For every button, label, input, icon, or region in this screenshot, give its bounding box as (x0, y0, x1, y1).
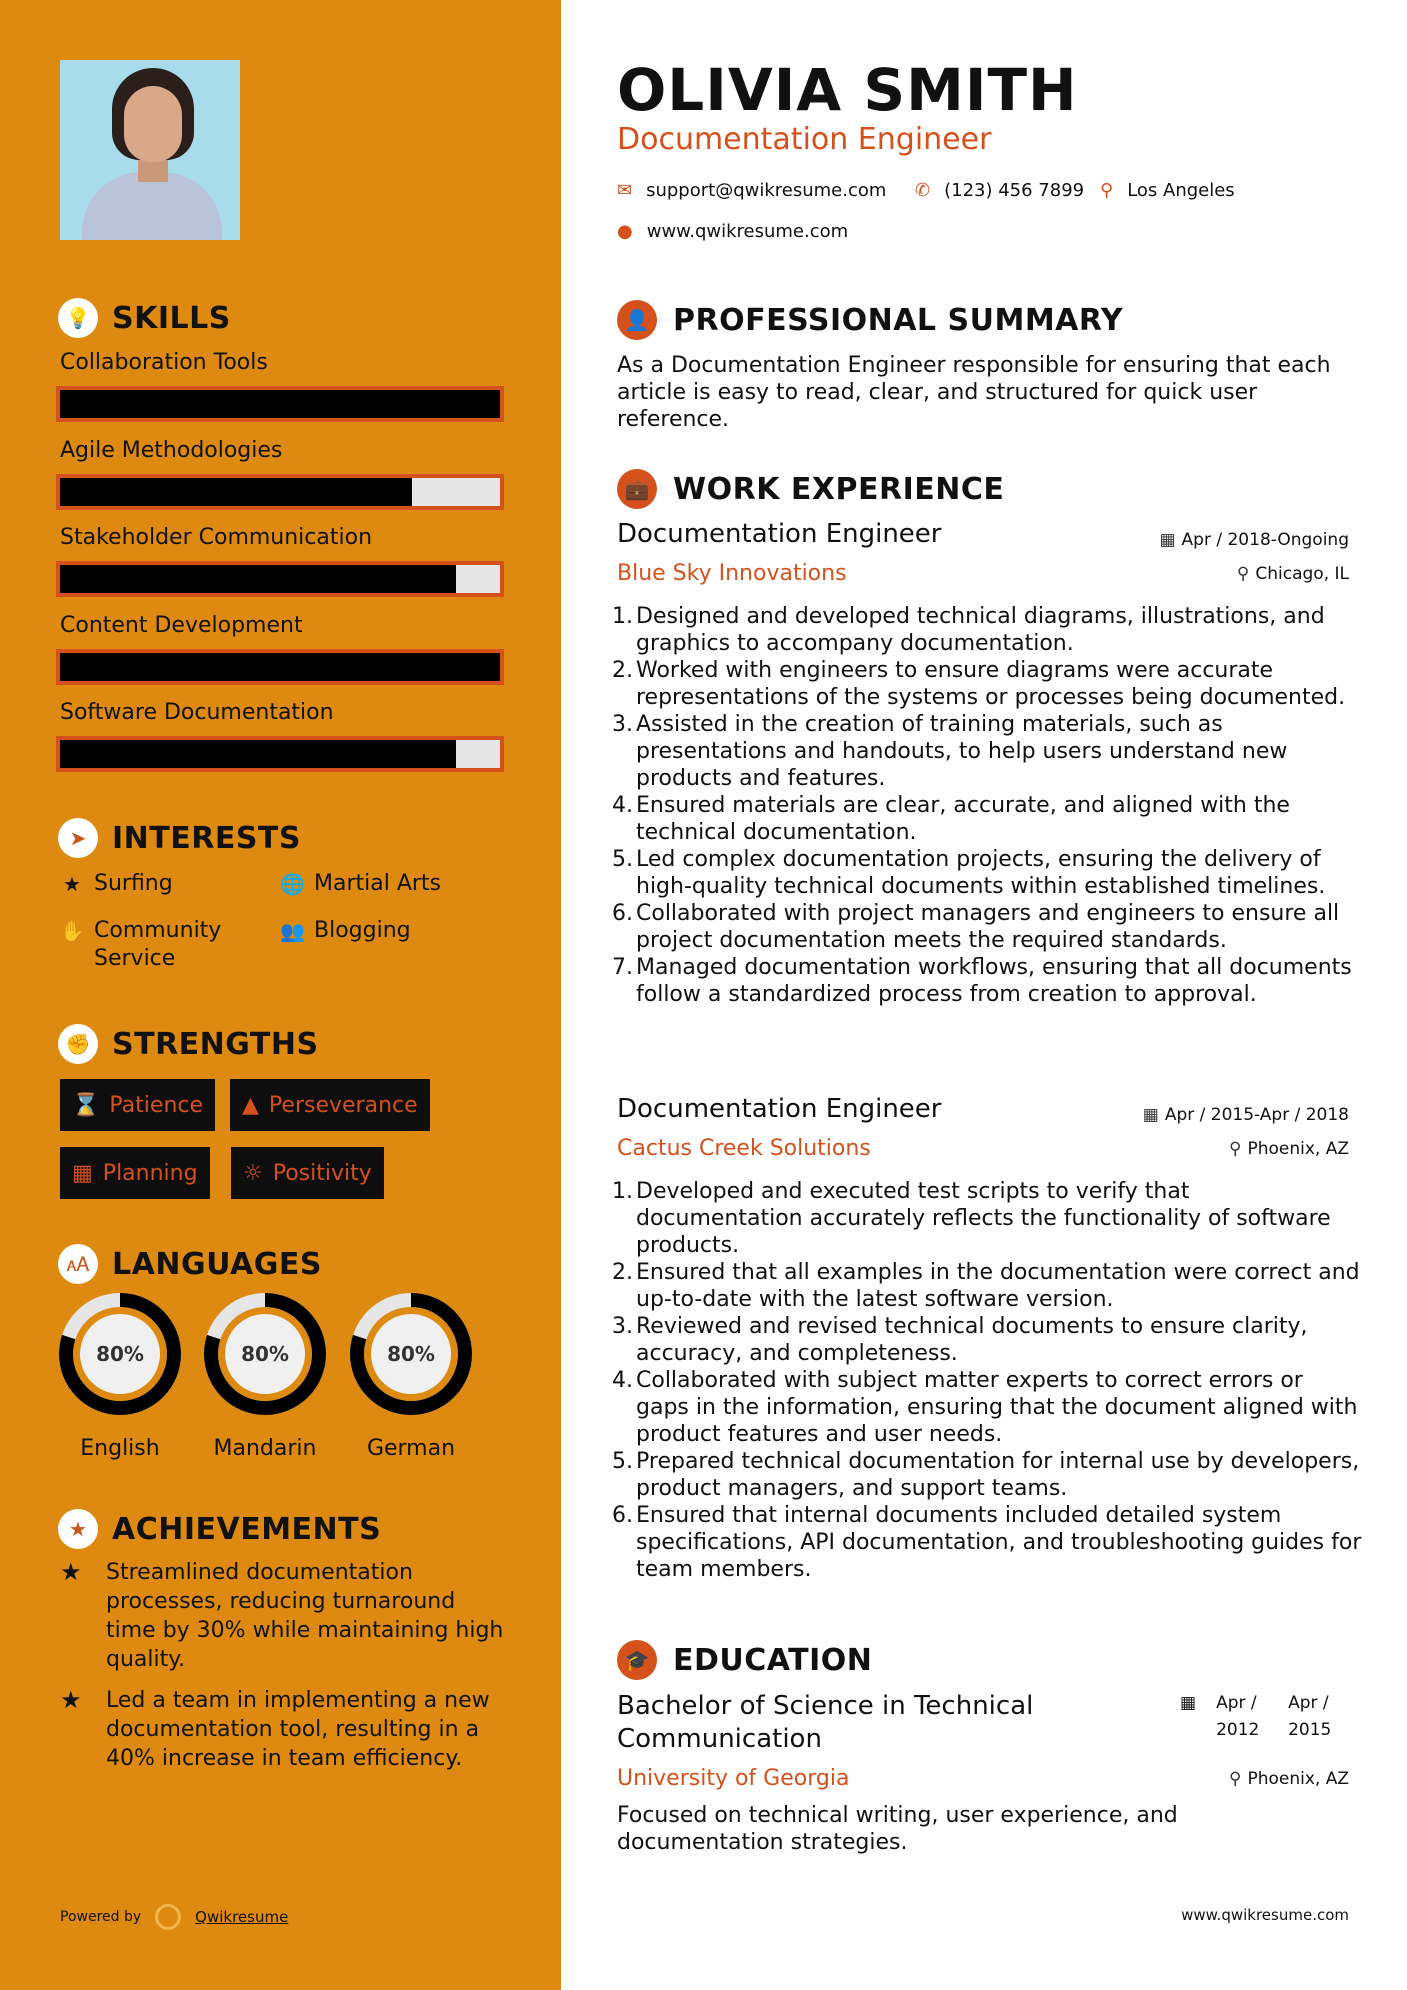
job-location: ⚲ Chicago, IL (1236, 564, 1349, 584)
shooting-star-icon: ★ (58, 1509, 98, 1549)
job-title: Documentation Engineer (617, 519, 942, 549)
users-icon: 👥 (280, 919, 305, 943)
contact-phone[interactable]: ✆ (123) 456 7899 (915, 180, 1085, 201)
education-location: ⚲ Phoenix, AZ (1229, 1769, 1349, 1789)
envelope-icon: ✉ (617, 180, 633, 201)
job-dates: ▦ Apr / 2018-Ongoing (1159, 530, 1349, 550)
skill-bar (56, 386, 504, 422)
job-company: Cactus Creek Solutions (617, 1136, 871, 1161)
skill-label: Stakeholder Communication (60, 525, 373, 550)
hand-icon: ✋ (60, 919, 85, 943)
languages-title: LANGUAGES (112, 1246, 322, 1282)
job-location: ⚲ Phoenix, AZ (1229, 1139, 1349, 1159)
candidate-role: Documentation Engineer (617, 122, 992, 157)
list-item: 1. Designed and developed technical diagrams, illustrations, and graphics to accompany documentation. (612, 604, 1325, 656)
strength-badge: ☼ Positivity (231, 1147, 384, 1199)
globe-icon: 🌐 (280, 872, 305, 896)
education-header: 🎓 EDUCATION (617, 1640, 872, 1680)
language-item (58, 1292, 182, 1461)
qwikresume-link[interactable]: Qwikresume (195, 1908, 289, 1926)
map-pin-icon: ⚲ (1100, 180, 1114, 201)
calendar-icon: ▦ (72, 1160, 93, 1186)
language-name: English (80, 1436, 160, 1461)
skill-bar (56, 474, 504, 510)
summary-header: 👤 PROFESSIONAL SUMMARY (617, 300, 1123, 340)
experience-header: 💼 WORK EXPERIENCE (617, 469, 1004, 509)
candidate-name: OLIVIA SMITH (617, 56, 1078, 124)
degree-title: Bachelor of Science in Technical Communication (617, 1691, 1034, 1754)
phone-icon: ✆ (915, 180, 931, 201)
list-item: 2. Worked with engineers to ensure diagrams were accurate representations of the systems or processes being documented. (612, 658, 1346, 710)
calendar-icon: ▦ (1142, 1105, 1159, 1125)
list-item: 2. Ensured that all examples in the documentation were correct and up-to-date with the latest software version. (612, 1260, 1360, 1312)
strength-badge: ⌛ Patience (60, 1079, 215, 1131)
road-icon: ▲ (242, 1092, 259, 1118)
job-company: Blue Sky Innovations (617, 561, 847, 586)
lightbulb-icon: 💡 (58, 298, 98, 338)
list-item: 3. Reviewed and revised technical documents to ensure clarity, accuracy, and completeness. (612, 1314, 1308, 1366)
skill-bar (56, 736, 504, 772)
list-item: 1. Developed and executed test scripts to verify that documentation accurately reflects the functionality of software products. (612, 1179, 1331, 1258)
contact-email[interactable]: ✉ support@qwikresume.com (617, 180, 887, 201)
summary-text: As a Documentation Engineer responsible for ensuring that each article is easy to read, clear, and structured for quick user reference. (617, 353, 1331, 432)
interest-item: ★ Surfing (60, 870, 173, 898)
skill-label: Agile Methodologies (60, 438, 283, 463)
achievements-title: ACHIEVEMENTS (112, 1511, 382, 1547)
list-item: 5. Led complex documentation projects, ensuring the delivery of high-quality technical documents within established timelines. (612, 847, 1326, 899)
strength-badge: ▲ Perseverance (230, 1079, 430, 1131)
sidebar (0, 0, 561, 1990)
achievement-item: ★ Streamlined documentation processes, reducing turnaround time by 30% while maintaining high quality. (60, 1558, 504, 1672)
achievement-item: ★ Led a team in implementing a new documentation tool, resulting in a 40% increase in team efficiency. (60, 1686, 490, 1771)
contact-location: ⚲ Los Angeles (1100, 180, 1235, 201)
interest-item: 👥 Blogging (280, 918, 411, 943)
footer-url[interactable]: www.qwikresume.com (1181, 1906, 1349, 1924)
calendar-icon: ▦ (1159, 530, 1176, 550)
globe-icon: ● (617, 221, 633, 242)
list-item: 7. Managed documentation workflows, ensuring that all documents follow a standardized process from creation to approval. (612, 955, 1352, 1007)
education-description: Focused on technical writing, user experience, and documentation strategies. (617, 1803, 1178, 1855)
language-icon: 🗚 (58, 1244, 98, 1284)
language-name: Mandarin (213, 1436, 317, 1461)
skill-bar (56, 649, 504, 685)
language-item (203, 1292, 327, 1461)
contact-website[interactable]: ● www.qwikresume.com (617, 221, 849, 242)
list-item: 6. Ensured that internal documents included detailed system specifications, API documentation, and troubleshooting guides for team members. (612, 1503, 1362, 1582)
skill-bar (56, 561, 504, 597)
calendar-icon: ▦ (1180, 1693, 1197, 1713)
skill-label: Software Documentation (60, 700, 334, 725)
language-name: German (366, 1436, 456, 1461)
education-dates: ▦ Apr / 2012 Apr / 2015 (1180, 1690, 1340, 1744)
language-percent: 80% (387, 1342, 435, 1366)
language-percent: 80% (241, 1342, 289, 1366)
sun-icon: ☼ (243, 1160, 263, 1186)
pin-icon: ⚲ (1236, 564, 1250, 584)
interest-item: 🌐 Martial Arts (280, 871, 442, 896)
list-item: 4. Collaborated with subject matter experts to correct errors or gaps in the information, ensuring that the document aligned with product features and user needs. (612, 1368, 1358, 1447)
star-icon: ★ (63, 872, 81, 896)
job-duties (612, 1178, 1362, 1583)
job-duties (612, 603, 1362, 1008)
pin-icon: ⚲ (1229, 1139, 1242, 1159)
star-icon: ★ (60, 1558, 82, 1586)
powered-by: Powered by Qwikresume (60, 1904, 288, 1930)
skill-label: Collaboration Tools (60, 350, 268, 375)
job-title: Documentation Engineer (617, 1094, 942, 1124)
languages-header (58, 1244, 322, 1284)
language-ring (349, 1292, 473, 1416)
skills-title: SKILLS (112, 300, 231, 336)
language-percent: 80% (96, 1342, 144, 1366)
strength-badge: ▦ Planning (60, 1147, 210, 1199)
skills-header (58, 298, 231, 338)
list-item: 4. Ensured materials are clear, accurate, and aligned with the technical documentation. (612, 793, 1290, 845)
pin-icon: ⚲ (1229, 1769, 1242, 1789)
strengths-title: STRENGTHS (112, 1026, 319, 1062)
hourglass-icon: ⌛ (72, 1092, 100, 1118)
language-ring (203, 1292, 327, 1416)
interest-item: ✋ Community Service (60, 918, 222, 971)
graduate-icon: 🎓 (617, 1640, 657, 1680)
star-icon: ★ (60, 1686, 82, 1714)
interests-header (58, 818, 301, 858)
school-name: University of Georgia (617, 1766, 850, 1791)
profile-photo (60, 60, 240, 240)
job-dates: ▦ Apr / 2015-Apr / 2018 (1142, 1105, 1349, 1125)
briefcase-icon: 💼 (617, 469, 657, 509)
list-item: 5. Prepared technical documentation for internal use by developers, product managers, and support teams. (612, 1449, 1360, 1501)
list-item: 6. Collaborated with project managers and engineers to ensure all project documentation meets the required standards. (612, 901, 1340, 953)
user-icon: 👤 (617, 300, 657, 340)
fist-icon: ✊ (58, 1024, 98, 1064)
paper-plane-icon: ➤ (58, 818, 98, 858)
interests-title: INTERESTS (112, 820, 301, 856)
language-item (349, 1292, 473, 1461)
list-item: 3. Assisted in the creation of training materials, such as presentations and handouts, to help users understand new products and features. (612, 712, 1288, 791)
achievements-header (58, 1509, 381, 1549)
strengths-header (58, 1024, 319, 1064)
skill-label: Content Development (60, 613, 303, 638)
qwikresume-logo-icon (155, 1904, 181, 1930)
language-ring (58, 1292, 182, 1416)
